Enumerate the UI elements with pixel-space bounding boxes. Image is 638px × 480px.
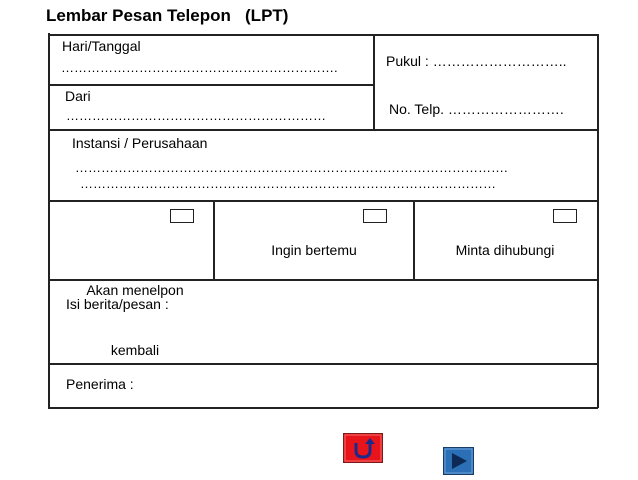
instansi-field-line-2[interactable]: ……………………………………………………………………………………: [80, 176, 496, 191]
option-ingin-bertemu-label: Ingin bertemu: [271, 242, 357, 258]
isi-berita-label: Isi berita/pesan :: [66, 296, 169, 312]
hari-tanggal-label: Hari/Tanggal: [62, 38, 141, 54]
penerima-label: Penerima :: [66, 376, 134, 392]
u-turn-icon: [343, 433, 383, 463]
instansi-field-line-1[interactable]: ……………………………………………………………………………………….: [75, 160, 508, 175]
row-divider-1: [50, 84, 373, 86]
checkbox-ingin-bertemu[interactable]: [363, 209, 387, 223]
document-title: Lembar Pesan Telepon (LPT): [46, 6, 289, 25]
no-telp-field[interactable]: No. Telp. …………………….: [389, 101, 564, 117]
pukul-field[interactable]: Pukul : ………………………..: [386, 53, 567, 69]
form-border-bottom: [50, 407, 598, 409]
row-divider-2: [50, 129, 598, 131]
form-border-right: [597, 34, 599, 408]
option-akan-menelpon-line-1: Akan menelpon: [86, 282, 184, 298]
play-icon: [443, 447, 474, 475]
dari-field[interactable]: ……………………………………………………: [66, 108, 326, 123]
form-border-top: [50, 34, 598, 36]
form-border-left: [48, 33, 50, 409]
option-akan-menelpon-line-2: kembali: [110, 342, 160, 358]
instansi-label: Instansi / Perusahaan: [72, 135, 208, 151]
next-button[interactable]: [443, 447, 474, 475]
checkbox-akan-menelpon[interactable]: [170, 209, 194, 223]
row-divider-3: [50, 200, 598, 202]
checkbox-minta-dihubungi[interactable]: [553, 209, 577, 223]
dari-label: Dari: [65, 88, 91, 104]
col-divider-opt-2: [413, 200, 415, 280]
back-button[interactable]: [343, 433, 383, 463]
option-minta-dihubungi-label: Minta dihubungi: [455, 242, 555, 258]
col-divider-pukul: [373, 34, 375, 130]
hari-tanggal-field[interactable]: ……………………………………………………….: [61, 60, 338, 75]
